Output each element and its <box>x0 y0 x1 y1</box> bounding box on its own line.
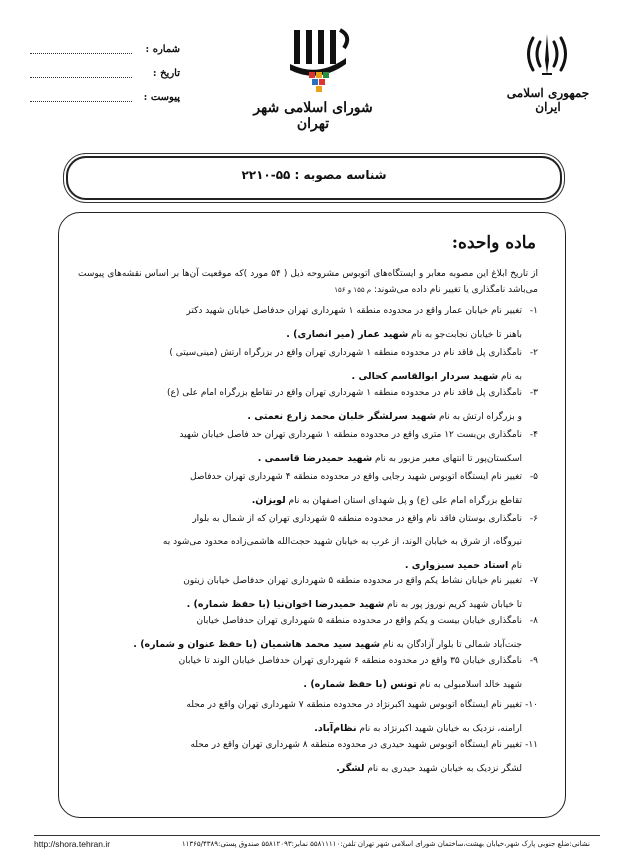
item-line: تغییر نام ایستگاه اتوبوس شهید اکبرنژاد در محدوده منطقه ۷ شهرداری تهران واقع در محله <box>186 700 522 710</box>
item-new-name: شهید عمار (میر انصاری) . <box>286 329 409 340</box>
list-item-3 <box>68 382 538 429</box>
item-number: ۱۱- <box>525 740 538 750</box>
item-line: جنت‌آباد شمالی تا بلوار آزادگان به نام <box>380 640 522 650</box>
country-name: جمهوری اسلامی ایران <box>506 86 590 114</box>
item-new-name: شهید سرلشگر خلبان محمد زارع نعمتی . <box>247 411 437 422</box>
item-line: تغییر نام خیابان نشاط یکم واقع در محدوده منطقه ۵ شهرداری تهران حدفاصل خیابان زیتون <box>183 576 522 586</box>
footer-divider <box>34 835 600 836</box>
intro-paragraph <box>78 267 538 298</box>
item-new-name: شهید سردار ابوالقاسم کحالی . <box>351 371 499 382</box>
date-dots <box>30 77 132 78</box>
item-line: لشگر نزدیک به خیابان شهید حیدری به نام <box>364 764 522 774</box>
item-new-name: شهید حمیدرضا قاسمی . <box>257 453 373 464</box>
item-line: و بزرگراه ارتش به نام <box>436 412 522 422</box>
item-number: ۳- <box>529 388 538 398</box>
item-number: ۹- <box>529 656 538 666</box>
list-item-6 <box>68 508 538 578</box>
item-number: ۶- <box>529 514 538 524</box>
item-number: ۴- <box>529 430 538 440</box>
item-line: نامگذاری خیابان بیست و یکم واقع در محدوده منطقه ۵ شهرداری تهران حدفاصل خیابان <box>196 616 522 626</box>
intro-note: م ۱۵۵ و ۱۵۶ <box>334 285 372 294</box>
attachment-label: پیوست : <box>143 92 180 103</box>
item-line: نامگذاری بن‌بست ۱۲ متری واقع در محدوده منطقه ۱ شهرداری تهران حد فاصل خیابان شهید <box>179 430 522 440</box>
item-number: ۱- <box>529 306 538 316</box>
item-line: نامگذاری خیابان ۳۵ واقع در محدوده منطقه ۶ شهرداری تهران حدفاصل خیابان الوند تا خیابان <box>178 656 522 666</box>
item-new-name: لویزان. <box>251 495 286 506</box>
list-item-9 <box>68 650 538 697</box>
attachment-dots <box>30 101 132 102</box>
item-number: ۵- <box>529 472 538 482</box>
item-line: تا خیابان شهید کریم نوروز پور به نام <box>384 600 522 610</box>
item-line: نامگذاری بوستان فاقد نام واقع در محدوده منطقه ۵ شهرداری تهران که از شمال به بلوار <box>192 514 522 524</box>
article-heading: ماده واحده: <box>451 233 536 253</box>
item-number: ۸- <box>529 616 538 626</box>
council-name: شورای اسلامی شهر تهران <box>253 100 373 132</box>
item-line: نامگذاری پل فاقد نام در محدوده منطقه ۱ شهرداری تهران واقع در بزرگراه ارتش (مینی‌سیتی ) <box>169 348 522 358</box>
footer-address: نشانی:ضلع جنوبی پارک شهر،خیابان بهشت،ساختمان شورای اسلامی شهر تهران تلفن:۵۵۸۱۱۱۱۰ نمابر:۵۵۸۱۲۰۹۳ صندوق پستی:۱۱۳۶۵/۴۳۸۹ <box>181 840 590 848</box>
list-item-5 <box>68 466 538 513</box>
item-new-name: لشگر. <box>336 763 365 774</box>
item-number: ۱۰- <box>525 700 538 710</box>
footer-url[interactable]: http://shora.tehran.ir <box>34 839 111 849</box>
item-number: ۲- <box>529 348 538 358</box>
item-new-name: استاد حمید سبزواری . <box>404 560 509 571</box>
item-line: ارامنه، نزدیک به خیابان شهید اکبرنژاد به نام <box>356 724 522 734</box>
number-dots <box>30 53 132 54</box>
item-line: شهید خالد اسلامبولی به نام <box>416 680 522 690</box>
date-label: تاریخ : <box>152 68 180 79</box>
item-line: تغییر نام ایستگاه اتوبوس شهید رجایی واقع در محدوده منطقه ۴ شهرداری تهران حدفاصل <box>190 472 522 482</box>
item-line: تغییر نام ایستگاه اتوبوس شهید حیدری در محدوده منطقه ۸ شهرداری تهران واقع در محله <box>190 740 522 750</box>
item-new-name: شهید حمیدرضا اخوان‌نیا (با حفظ شماره) . <box>186 599 385 610</box>
item-new-name: تونس (با حفظ شماره) . <box>303 679 417 690</box>
council-logo-icon <box>282 22 354 92</box>
item-line: نام <box>508 561 522 571</box>
item-new-name: نظام‌آباد. <box>314 723 357 734</box>
date-field <box>30 68 180 86</box>
number-label: شماره : <box>145 44 180 55</box>
item-line: تغییر نام خیابان عمار واقع در محدوده منطقه ۱ شهرداری تهران حدفاصل خیابان شهید دکتر <box>186 306 522 316</box>
resolution-id: شناسه مصوبه : ۵۵-۲۲۱۰ <box>241 168 387 182</box>
item-line: باهنر تا خیابان نجابت‌جو به نام <box>408 330 522 340</box>
list-item-11 <box>68 734 538 781</box>
item-line: اسکستان‌پور تا انتهای معبر مزبور به نام <box>372 454 522 464</box>
number-field <box>30 44 180 62</box>
list-item-4 <box>68 424 538 471</box>
item-new-name: شهید سید محمد هاشمیان (با حفظ عنوان و شماره) . <box>133 639 380 650</box>
item-line: به نام <box>498 372 522 382</box>
item-line: تقاطع بزرگراه امام علی (ع) و پل شهدای استان اصفهان به نام <box>285 496 522 506</box>
iran-emblem-icon <box>520 30 574 82</box>
intro-text: از تاریخ ابلاغ این مصوبه معابر و ایستگاه‌های اتوبوس مشروحه ذیل ( ۵۴ مورد )که موقعیت آن‌ها بر اساس نقشه‌های پیوست می‌باشد نامگذاری یا تغییر نام داده می‌شوند: <box>78 269 538 295</box>
list-item-1 <box>68 300 538 347</box>
attachment-field <box>30 92 180 110</box>
item-line: نیروگاه، از شرق به خیابان الوند، از غرب به خیابان شهید حجت‌الله هاشمی‌زاده محدود می‌شود به <box>162 537 522 547</box>
item-line: نامگذاری پل فاقد نام در محدوده منطقه ۱ شهرداری تهران واقع در تقاطع بزرگراه امام علی (ع) <box>166 388 522 398</box>
item-number: ۷- <box>529 576 538 586</box>
